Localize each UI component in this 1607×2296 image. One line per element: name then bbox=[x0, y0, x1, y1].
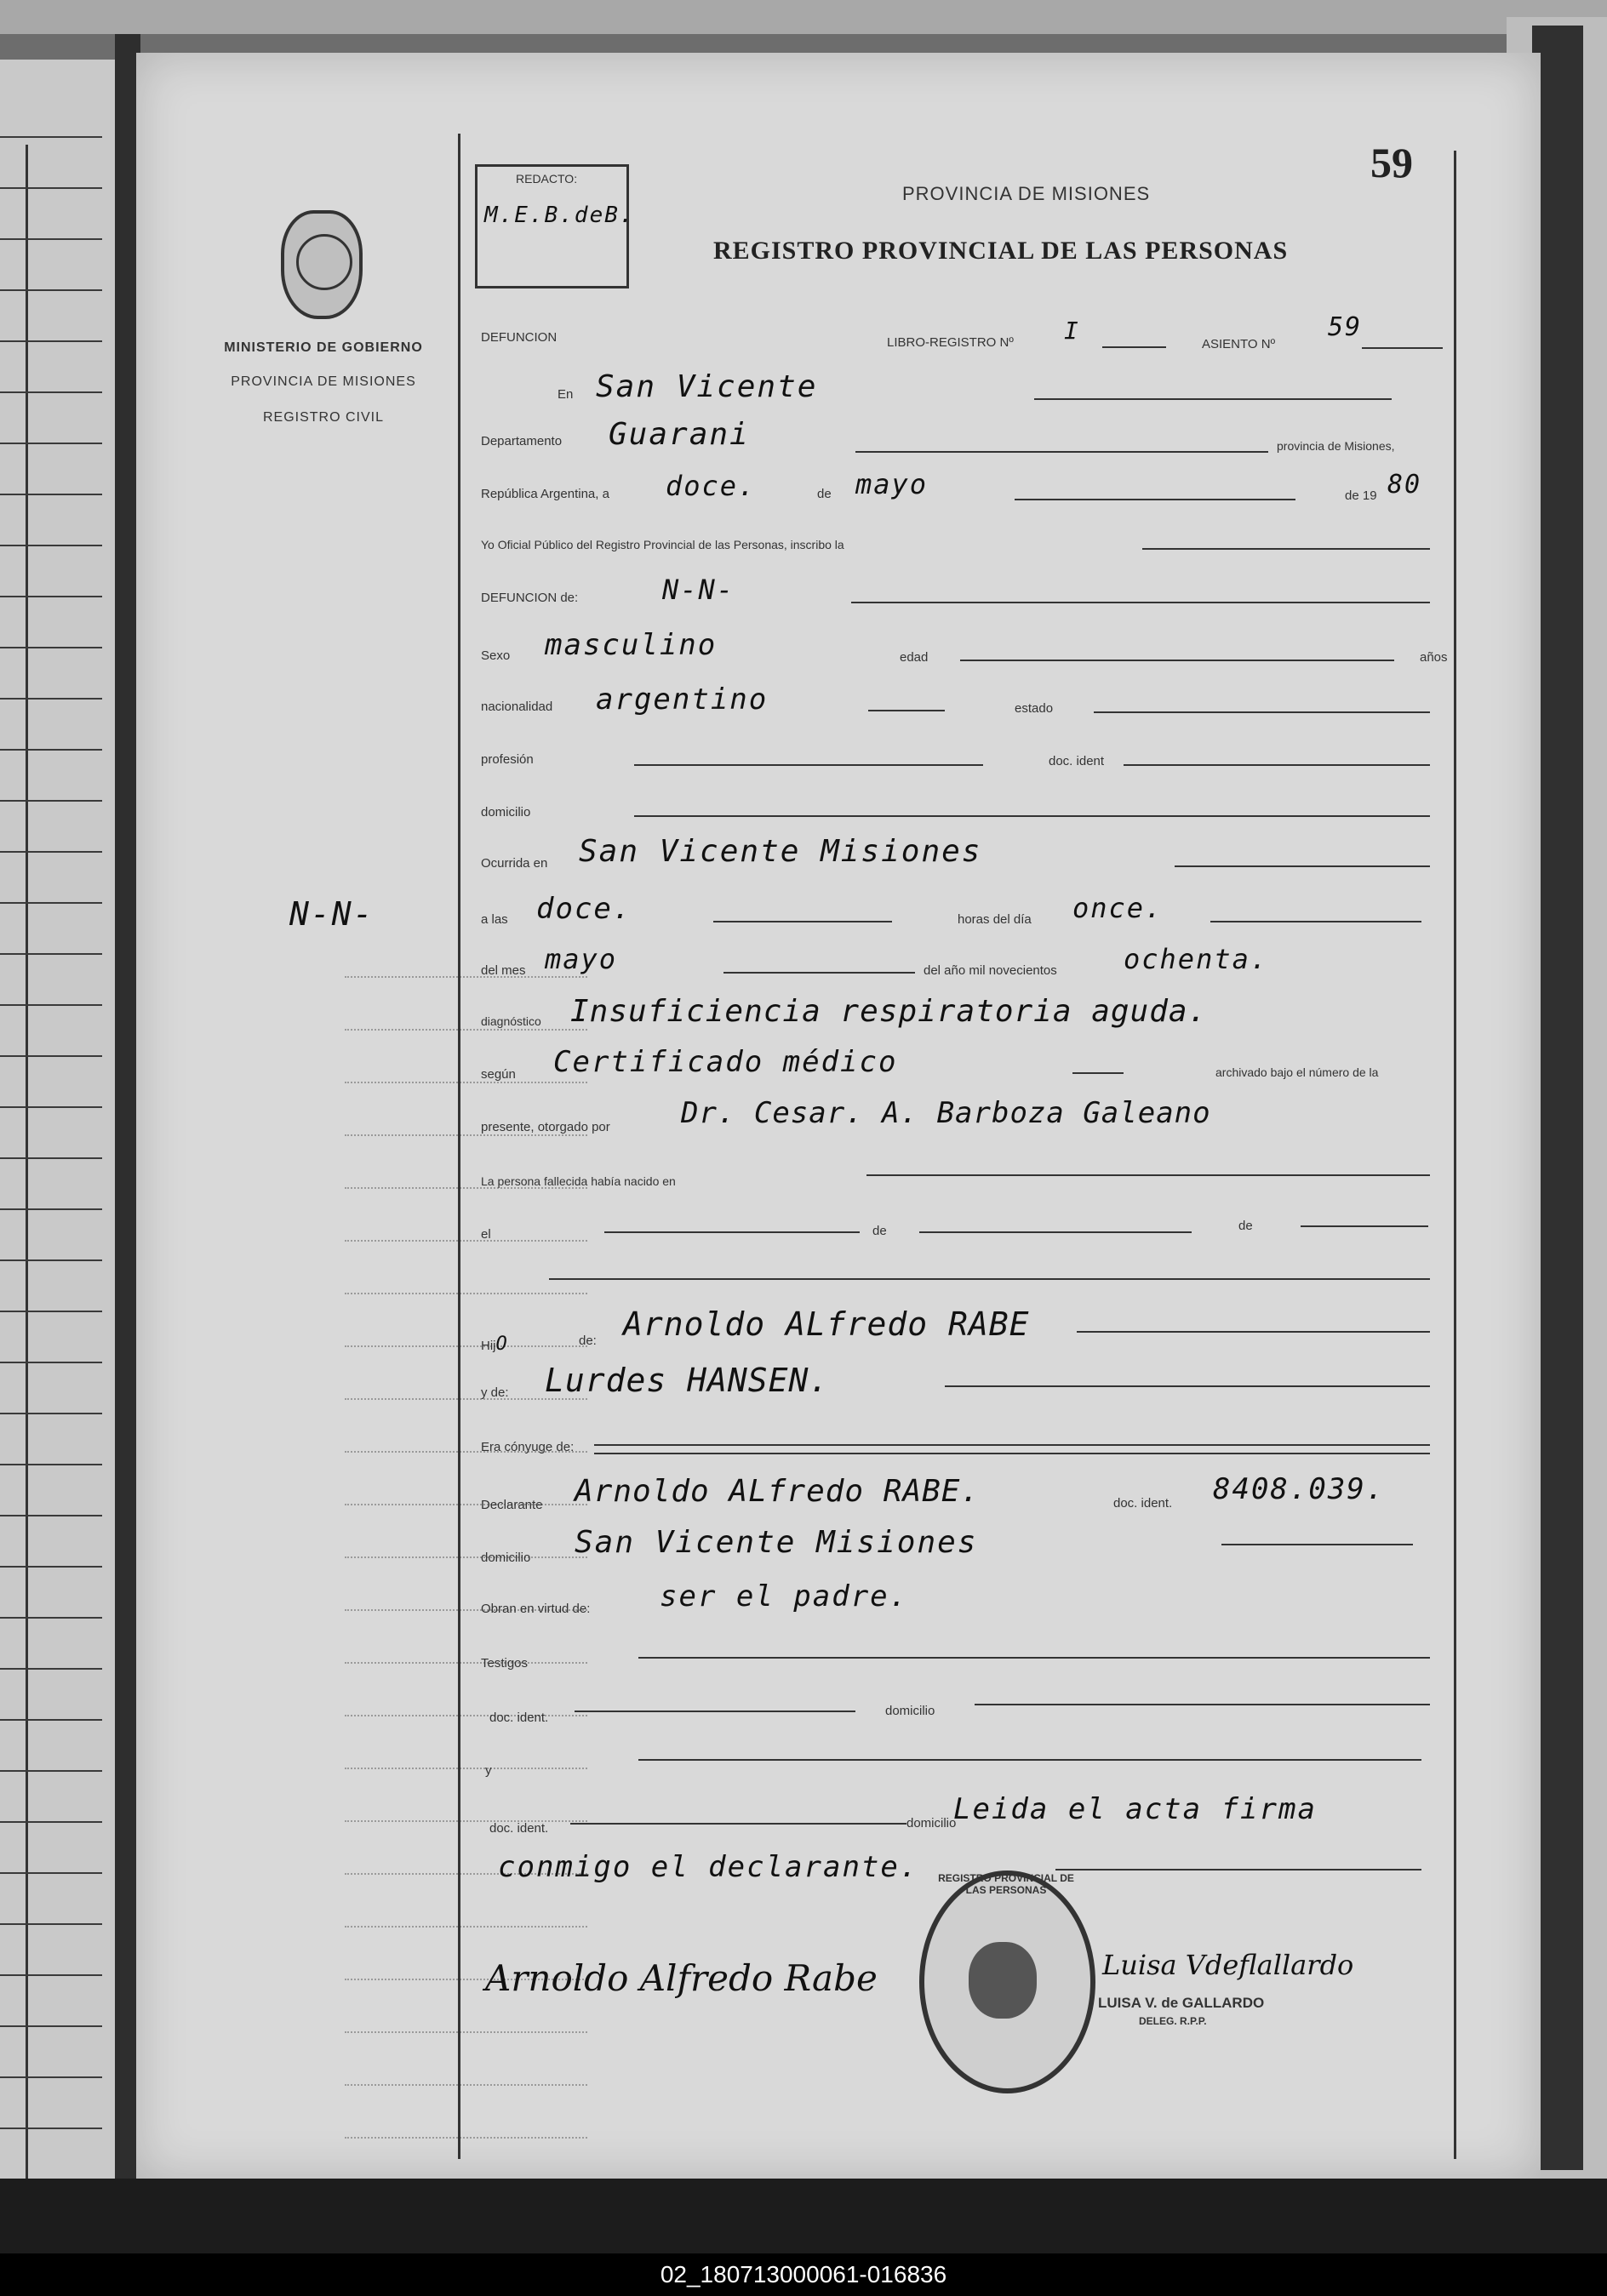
estado-label: estado bbox=[1015, 701, 1054, 716]
right-border-rule bbox=[1454, 151, 1456, 2159]
de-19-label: de 19 bbox=[1345, 488, 1377, 503]
left-page-line bbox=[0, 596, 102, 597]
conyuge-label: Era cónyuge de: bbox=[481, 1440, 575, 1454]
left-page-line bbox=[0, 1872, 102, 1874]
left-page-line bbox=[0, 187, 102, 189]
presente-value: Dr. Cesar. A. Barboza Galeano bbox=[681, 1096, 1211, 1130]
asiento-line bbox=[1362, 347, 1443, 349]
margin-dotted-line bbox=[345, 1240, 587, 1242]
hijo-label bbox=[481, 1334, 509, 1355]
el-label: el bbox=[481, 1227, 491, 1242]
testigo1-domicilio-label: domicilio bbox=[885, 1704, 935, 1718]
edad-label: edad bbox=[900, 650, 929, 665]
alas-label: a las bbox=[481, 912, 508, 927]
ocurrida-line bbox=[1175, 865, 1430, 867]
margin-dotted-line bbox=[345, 1556, 587, 1558]
blank-line bbox=[549, 1278, 1430, 1280]
conyuge-line bbox=[594, 1444, 1430, 1446]
horas-value: once. bbox=[1072, 892, 1164, 924]
left-page-line bbox=[0, 1106, 102, 1108]
obran-value: ser el padre. bbox=[660, 1579, 909, 1613]
left-page-line bbox=[0, 1055, 102, 1057]
declarante-doc-value: 8408.039. bbox=[1213, 1472, 1386, 1506]
segun-line bbox=[1072, 1072, 1124, 1074]
oficial-line bbox=[1142, 548, 1430, 550]
left-page-line bbox=[0, 1617, 102, 1619]
left-page-rule bbox=[26, 145, 28, 2187]
ministry-line1: MINISTERIO DE GOBIERNO bbox=[224, 340, 423, 355]
seal-text: REGISTRO PROVINCIAL DE LAS PERSONAS bbox=[938, 1872, 1074, 1896]
margin-dotted-line bbox=[345, 2084, 587, 2086]
en-line bbox=[1034, 398, 1392, 400]
oficial-text: Yo Oficial Público del Registro Provincial de las Personas, inscribo la bbox=[481, 538, 844, 551]
margin-dotted-line bbox=[345, 1345, 587, 1347]
coat-of-arms-logo bbox=[281, 210, 363, 319]
declarante-domicilio-label: domicilio bbox=[481, 1551, 531, 1565]
obran-label: Obran en virtud de: bbox=[481, 1602, 591, 1616]
left-border-rule bbox=[458, 134, 460, 2159]
declarante-doc-label: doc. ident. bbox=[1113, 1496, 1173, 1511]
horas-label: horas del día bbox=[958, 912, 1032, 927]
mes-value: mayo bbox=[855, 468, 929, 500]
hijo-de-label: de: bbox=[579, 1334, 597, 1348]
provincia-label: provincia de Misiones, bbox=[1277, 439, 1395, 453]
declarante-value: Arnoldo ALfredo RABE. bbox=[575, 1474, 981, 1509]
conmigo-value: conmigo el declarante. bbox=[498, 1850, 919, 1884]
en-label: En bbox=[558, 387, 574, 402]
left-page-line bbox=[0, 391, 102, 393]
alas-value: doce. bbox=[536, 892, 632, 926]
margin-dotted-line bbox=[345, 1082, 587, 1083]
official-name: LUISA V. de GALLARDO bbox=[1098, 1995, 1265, 2011]
left-page-line bbox=[0, 1413, 102, 1414]
redacto-value: M.E.B.deB. bbox=[484, 203, 635, 228]
anio-mil-label: del año mil novecientos bbox=[924, 963, 1057, 978]
departamento-value: Guarani bbox=[609, 417, 750, 452]
left-page-line bbox=[0, 1719, 102, 1721]
ocurrida-value: San Vicente Misiones bbox=[579, 834, 982, 869]
official-seal bbox=[919, 1870, 1095, 2093]
margin-note: N-N- bbox=[289, 895, 375, 933]
left-page-line bbox=[0, 1668, 102, 1670]
left-page-line bbox=[0, 136, 102, 138]
nacido-line bbox=[866, 1174, 1430, 1176]
libro-line bbox=[1102, 346, 1166, 348]
presente-label: presente, otorgado por bbox=[481, 1120, 610, 1134]
testigo2-line bbox=[638, 1759, 1421, 1761]
background-top bbox=[0, 0, 1607, 34]
departamento-label: Departamento bbox=[481, 434, 563, 448]
asiento-value: 59 bbox=[1328, 312, 1363, 342]
margin-dotted-line bbox=[345, 2137, 587, 2139]
archivado-label: archivado bajo el número de la bbox=[1215, 1065, 1379, 1079]
declarante-signature: Arnoldo Alfredo Rabe bbox=[485, 1957, 878, 1999]
sexo-label: Sexo bbox=[481, 648, 511, 663]
alas-line bbox=[713, 921, 892, 922]
nacido-label: La persona fallecida había nacido en bbox=[481, 1174, 676, 1188]
left-page-line bbox=[0, 1566, 102, 1568]
margin-dotted-line bbox=[345, 1926, 587, 1928]
estado-line bbox=[1094, 711, 1430, 713]
anio-mil-value: ochenta. bbox=[1124, 943, 1269, 975]
doc-ident-label: doc. ident bbox=[1049, 754, 1105, 768]
conyuge-line-2 bbox=[594, 1453, 1430, 1454]
defuncion-de-value: N-N- bbox=[662, 574, 735, 606]
left-facing-page bbox=[0, 60, 119, 2187]
defuncion-de-line bbox=[851, 602, 1430, 603]
libro-value: I bbox=[1064, 317, 1080, 345]
left-page-line bbox=[0, 1515, 102, 1516]
left-page-line bbox=[0, 698, 102, 700]
de-line-3 bbox=[919, 1231, 1192, 1233]
testigos-label: Testigos bbox=[481, 1656, 529, 1671]
ministry-line3: REGISTRO CIVIL bbox=[262, 410, 385, 425]
declarante-domicilio-value: San Vicente Misiones bbox=[575, 1525, 978, 1560]
left-page-line bbox=[0, 1974, 102, 1976]
seal-emblem bbox=[969, 1942, 1037, 2019]
conmigo-line bbox=[1055, 1869, 1421, 1870]
domicilio-line bbox=[634, 815, 1430, 817]
testigo1-doc-label: doc. ident. bbox=[489, 1711, 549, 1725]
hijo-suffix: O bbox=[495, 1334, 509, 1355]
margin-dotted-line bbox=[345, 1504, 587, 1505]
margin-dotted-line bbox=[345, 1662, 587, 1664]
nacionalidad-value: argentino bbox=[596, 683, 769, 717]
left-page-line bbox=[0, 2025, 102, 2027]
left-page-line bbox=[0, 545, 102, 546]
image-caption: 02_180713000061-016836 bbox=[0, 2253, 1607, 2296]
margin-dotted-line bbox=[345, 1715, 587, 1716]
diagnostico-value: Insuficiencia respiratoria aguda. bbox=[570, 994, 1208, 1029]
official-signature: Luisa Vdeflallardo bbox=[1102, 1949, 1354, 1981]
register-page bbox=[136, 53, 1541, 2180]
margin-dotted-line bbox=[345, 1293, 587, 1294]
edad-line bbox=[960, 660, 1394, 661]
segun-label: según bbox=[481, 1067, 516, 1082]
declarante-domicilio-line bbox=[1221, 1544, 1413, 1545]
left-page-line bbox=[0, 1362, 102, 1363]
defuncion-label: DEFUNCION bbox=[481, 330, 558, 345]
left-page-line bbox=[0, 749, 102, 751]
departamento-line bbox=[855, 451, 1268, 453]
margin-dotted-line bbox=[345, 976, 587, 978]
de-label-3: de bbox=[872, 1224, 887, 1238]
coat-of-arms-emblem bbox=[296, 234, 352, 290]
margin-dotted-line bbox=[345, 1820, 587, 1822]
yde-label: y de: bbox=[481, 1385, 509, 1400]
province-title: PROVINCIA DE MISIONES bbox=[902, 183, 1151, 204]
domicilio-label: domicilio bbox=[481, 805, 531, 820]
hijo-de-line bbox=[1077, 1331, 1430, 1333]
testigo2-doc-line bbox=[570, 1823, 906, 1825]
diagnostico-label: diagnóstico bbox=[481, 1014, 541, 1028]
redacto-label: REDACTO: bbox=[516, 172, 578, 186]
de-line-4 bbox=[1301, 1225, 1428, 1227]
yde-line bbox=[945, 1385, 1430, 1387]
margin-dotted-line bbox=[345, 1029, 587, 1031]
left-page-line bbox=[0, 1770, 102, 1772]
left-page-line bbox=[0, 443, 102, 444]
delmes-label: del mes bbox=[481, 963, 526, 978]
testigo2-domicilio-label: domicilio bbox=[906, 1816, 957, 1831]
ocurrida-label: Ocurrida en bbox=[481, 856, 548, 871]
delmes-value: mayo bbox=[545, 943, 618, 975]
fecha-line bbox=[1015, 499, 1295, 500]
de-label: de bbox=[817, 487, 832, 501]
delmes-line bbox=[723, 972, 915, 974]
left-page-line bbox=[0, 289, 102, 291]
horas-line bbox=[1210, 921, 1421, 922]
segun-value: Certificado médico bbox=[553, 1045, 898, 1079]
en-value: San Vicente bbox=[596, 369, 818, 404]
left-page-line bbox=[0, 1464, 102, 1465]
margin-dotted-line bbox=[345, 1134, 587, 1136]
left-page-line bbox=[0, 647, 102, 648]
left-page-line bbox=[0, 340, 102, 342]
nacionalidad-label: nacionalidad bbox=[481, 700, 553, 714]
hijo-label-text: Hij bbox=[481, 1339, 496, 1353]
left-page-line bbox=[0, 2076, 102, 2078]
page-number: 59 bbox=[1370, 139, 1413, 186]
testigos-line bbox=[638, 1657, 1430, 1659]
doc-ident-line bbox=[1124, 764, 1430, 766]
profesion-label: profesión bbox=[481, 752, 534, 767]
nacionalidad-line bbox=[868, 710, 945, 711]
left-page-line bbox=[0, 1923, 102, 1925]
yde-value: Lurdes HANSEN. bbox=[545, 1362, 830, 1399]
registry-title: REGISTRO PROVINCIAL DE LAS PERSONAS bbox=[713, 237, 1289, 265]
left-page-line bbox=[0, 902, 102, 904]
left-page-line bbox=[0, 851, 102, 853]
left-page-line bbox=[0, 238, 102, 240]
left-page-line bbox=[0, 1157, 102, 1159]
republica-label: República Argentina, a bbox=[481, 487, 609, 501]
hijo-de-value: Arnoldo ALfredo RABE bbox=[623, 1305, 1030, 1343]
left-page-line bbox=[0, 1311, 102, 1312]
defuncion-de-label: DEFUNCION de: bbox=[481, 591, 579, 605]
dia-value: doce. bbox=[666, 470, 757, 502]
left-page-line bbox=[0, 800, 102, 802]
redacto-box bbox=[475, 164, 635, 288]
left-page-line bbox=[0, 1004, 102, 1006]
testigo1-domicilio-line bbox=[975, 1704, 1430, 1705]
ministry-line2: PROVINCIA DE MISIONES bbox=[231, 374, 416, 389]
sexo-value: masculino bbox=[545, 628, 718, 662]
declarante-label: Declarante bbox=[481, 1498, 543, 1512]
left-page-line bbox=[0, 2128, 102, 2129]
left-page-line bbox=[0, 1821, 102, 1823]
testigo1-doc-line bbox=[575, 1711, 855, 1712]
left-page-line bbox=[0, 1259, 102, 1261]
el-line bbox=[604, 1231, 860, 1233]
left-page-line bbox=[0, 494, 102, 495]
official-title: DELEG. R.P.P. bbox=[1139, 2015, 1207, 2027]
y-label: y bbox=[485, 1763, 492, 1778]
margin-dotted-line bbox=[345, 1768, 587, 1769]
margin-dotted-line bbox=[345, 2031, 587, 2033]
anio-value: 80 bbox=[1387, 470, 1422, 500]
profesion-line bbox=[634, 764, 983, 766]
left-page-line bbox=[0, 1208, 102, 1210]
libro-label: LIBRO-REGISTRO Nº bbox=[887, 335, 1014, 350]
leida-value: Leida el acta firma bbox=[953, 1792, 1317, 1826]
left-page-line bbox=[0, 953, 102, 955]
testigo2-doc-label: doc. ident. bbox=[489, 1821, 549, 1836]
anios-label: años bbox=[1420, 650, 1448, 665]
asiento-label: ASIENTO Nº bbox=[1202, 337, 1276, 351]
de-label-4: de bbox=[1238, 1219, 1253, 1233]
